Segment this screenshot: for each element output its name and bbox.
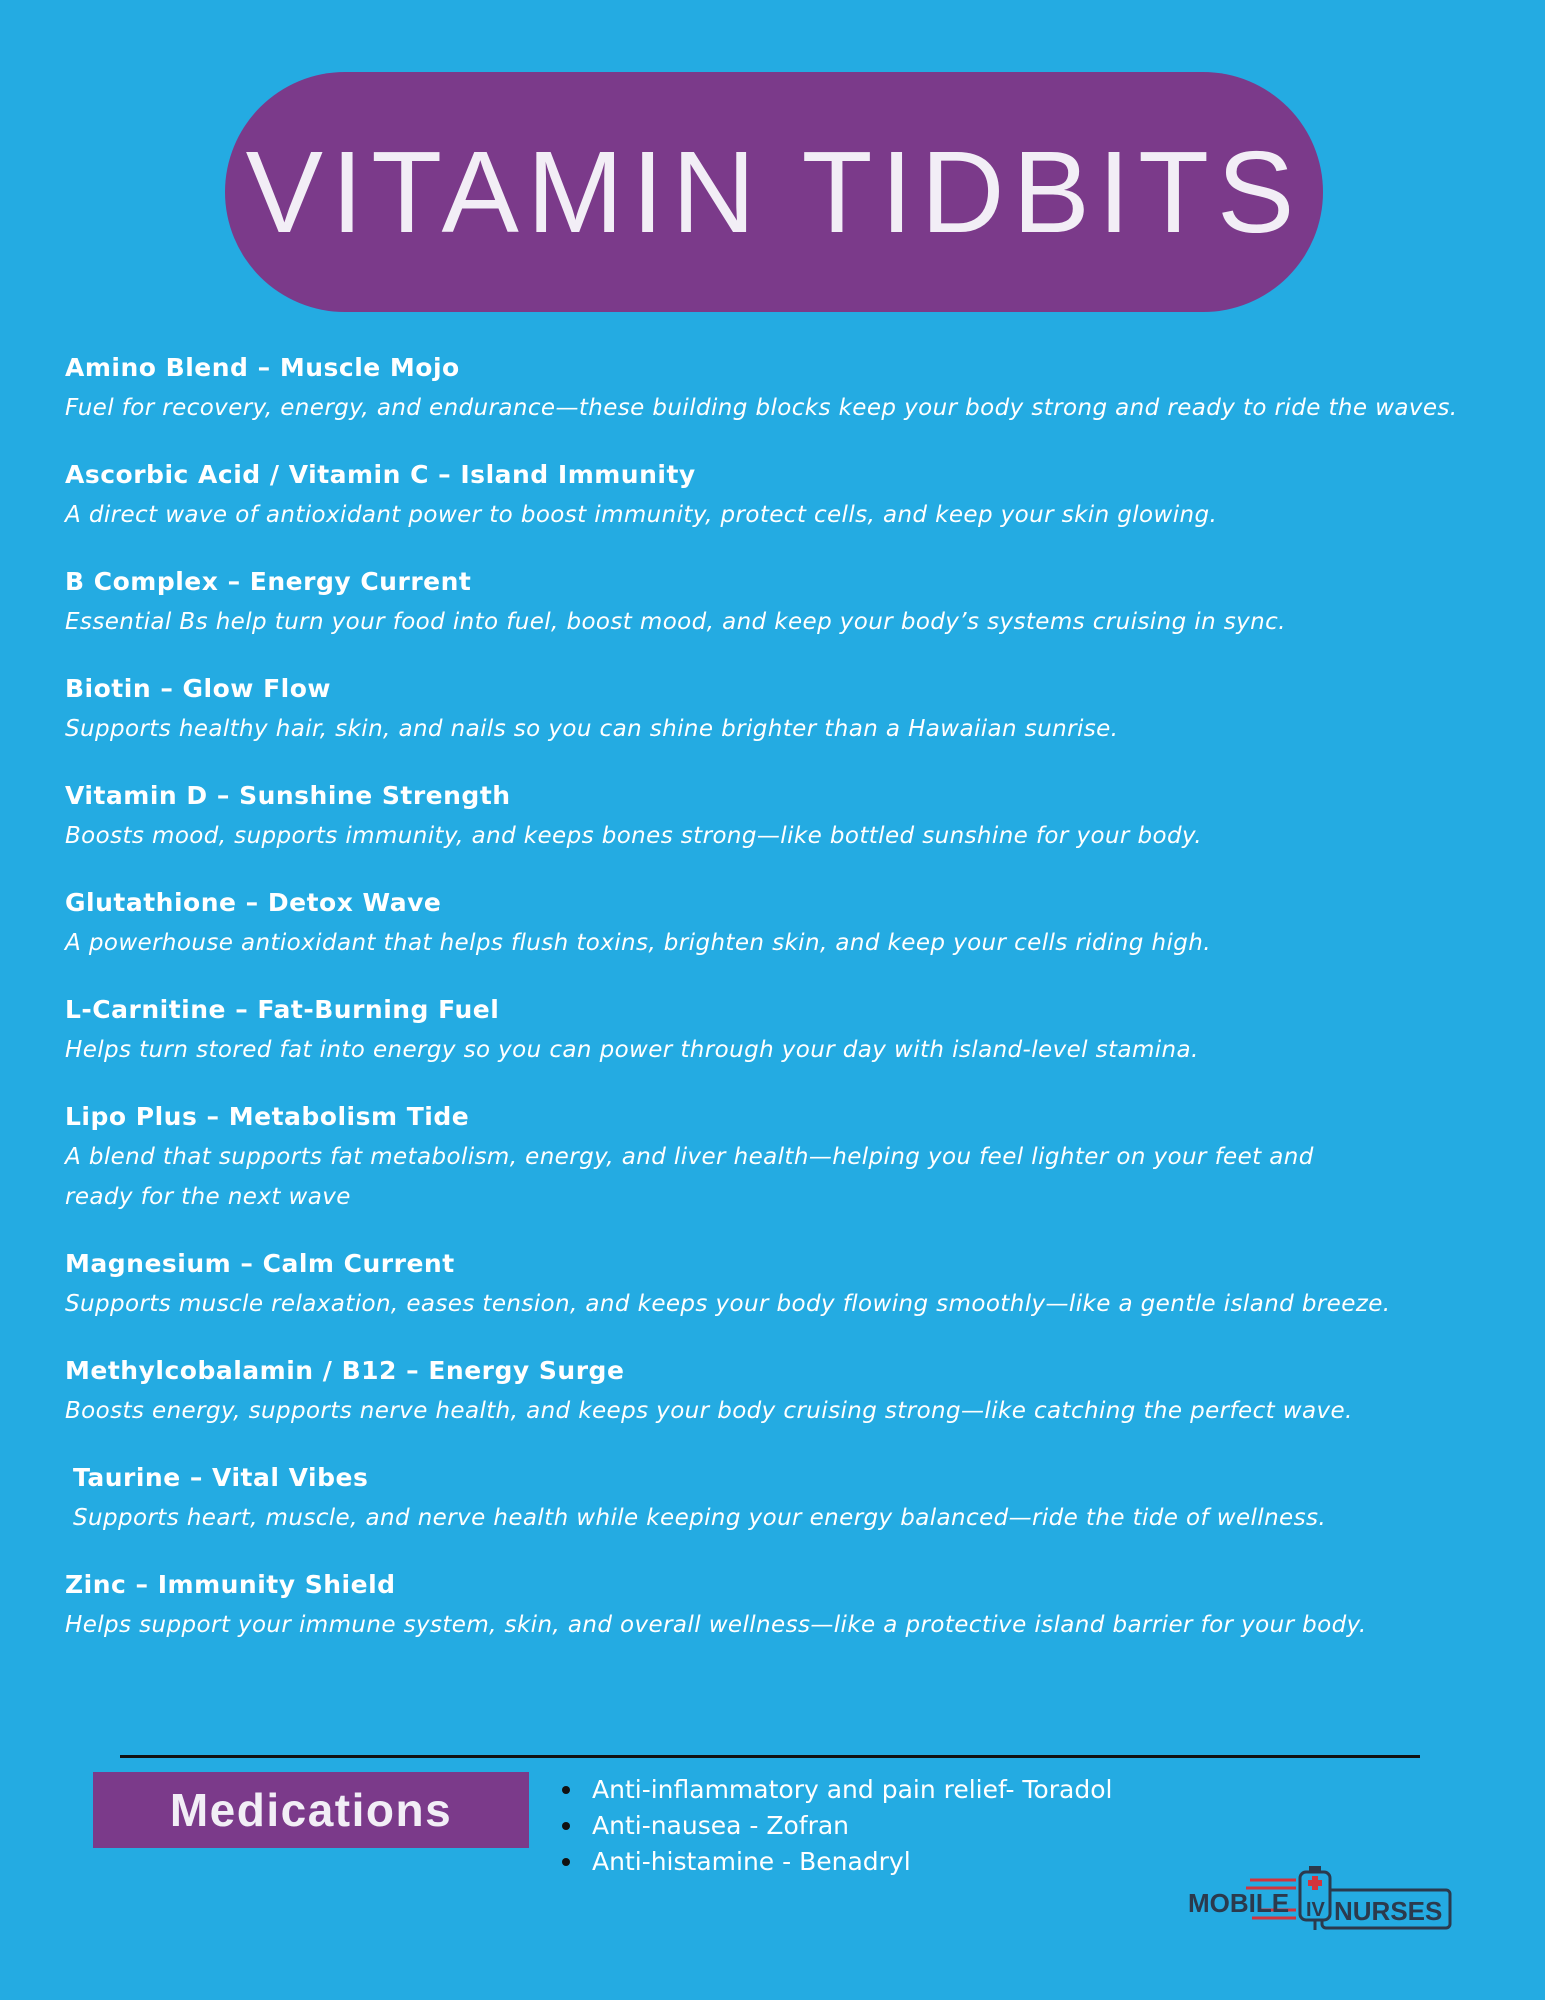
bullet-icon (562, 1822, 570, 1830)
vitamin-entry-vitamin-c (65, 457, 1485, 535)
vitamin-title: Biotin – Glow Flow (65, 674, 332, 703)
vitamin-entry-zinc (65, 1567, 1485, 1645)
vitamin-entry-vitamin-d (65, 778, 1485, 856)
vitamin-title: Ascorbic Acid / Vitamin C – Island Immunity (65, 460, 696, 489)
vitamin-description: Essential Bs help turn your food into fuel, boost mood, and keep your body’s systems cruising in sync. (65, 609, 1286, 635)
vitamin-description: A direct wave of antioxidant power to boost immunity, protect cells, and keep your skin glowing. (65, 502, 1218, 528)
vitamin-description: A blend that supports fat metabolism, energy, and liver health—helping you feel lighter on your feet and ready for the next wave (65, 1144, 1314, 1210)
vitamin-title: Taurine – Vital Vibes (73, 1463, 369, 1492)
vitamin-title: Zinc – Immunity Shield (65, 1570, 396, 1599)
vitamin-entry-taurine (65, 1460, 1485, 1538)
bullet-icon (562, 1786, 570, 1794)
vitamin-list (65, 350, 1485, 1674)
medication-text: Anti-histamine - Benadryl (592, 1847, 911, 1876)
vitamin-title: L-Carnitine – Fat-Burning Fuel (65, 995, 500, 1024)
vitamin-entry-l-carnitine (65, 992, 1485, 1070)
vitamin-description: Helps turn stored fat into energy so you can power through your day with island-level stamina. (65, 1037, 1199, 1063)
section-divider (120, 1755, 1420, 1758)
bullet-icon (562, 1858, 570, 1866)
vitamin-description: Supports muscle relaxation, eases tension, and keeps your body flowing smoothly—like a gentle island breeze. (65, 1291, 1391, 1317)
vitamin-title: Methylcobalamin / B12 – Energy Surge (65, 1356, 625, 1385)
page-title: VITAMIN TIDBITS (245, 127, 1303, 257)
vitamin-title: Glutathione – Detox Wave (65, 888, 442, 917)
vitamin-description: Boosts energy, supports nerve health, and keeps your body cruising strong—like catching the perfect wave. (65, 1398, 1353, 1424)
logo-word-nurses: NURSES (1334, 1896, 1443, 1926)
vitamin-description: Fuel for recovery, energy, and endurance—these building blocks keep your body strong and ready to ride the waves. (65, 395, 1458, 421)
logo-word-mobile: MOBILE (1188, 1888, 1290, 1918)
vitamin-entry-biotin (65, 671, 1485, 749)
medications-heading: Medications (169, 1784, 453, 1836)
vitamin-title: Amino Blend – Muscle Mojo (65, 353, 460, 382)
vitamin-entry-glutathione (65, 885, 1485, 963)
vitamin-description: A powerhouse antioxidant that helps flush toxins, brighten skin, and keep your cells riding high. (65, 930, 1211, 956)
vitamin-entry-lipo-plus (65, 1099, 1485, 1217)
vitamin-entry-amino-blend (65, 350, 1485, 428)
vitamin-entry-magnesium (65, 1246, 1485, 1324)
medication-text: Anti-nausea - Zofran (592, 1811, 850, 1840)
medication-text: Anti-inflammatory and pain relief- Toradol (592, 1775, 1113, 1804)
vitamin-description: Supports heart, muscle, and nerve health while keeping your energy balanced—ride the tide of wellness. (73, 1505, 1327, 1531)
vitamin-entry-b12 (65, 1353, 1485, 1431)
vitamin-title: Lipo Plus – Metabolism Tide (65, 1102, 470, 1131)
vitamin-title: Magnesium – Calm Current (65, 1249, 455, 1278)
vitamin-title: Vitamin D – Sunshine Strength (65, 781, 511, 810)
vitamin-title: B Complex – Energy Current (65, 567, 472, 596)
logo-graphic (1188, 1858, 1454, 1938)
title-banner (225, 72, 1323, 312)
mobile-iv-nurses-logo (1188, 1858, 1454, 1938)
logo-word-iv: IV (1306, 1899, 1325, 1921)
medication-item (562, 1844, 1112, 1880)
vitamin-description: Supports healthy hair, skin, and nails so you can shine brighter than a Hawaiian sunrise. (65, 716, 1119, 742)
vitamin-entry-b-complex (65, 564, 1485, 642)
medication-item (562, 1808, 1112, 1844)
vitamin-description: Helps support your immune system, skin, and overall wellness—like a protective island barrier for your body. (65, 1612, 1367, 1638)
medication-item (562, 1772, 1112, 1808)
medications-list (562, 1772, 1112, 1880)
vitamin-description: Boosts mood, supports immunity, and keeps bones strong—like bottled sunshine for your body. (65, 823, 1202, 849)
medications-heading-box (93, 1772, 529, 1848)
